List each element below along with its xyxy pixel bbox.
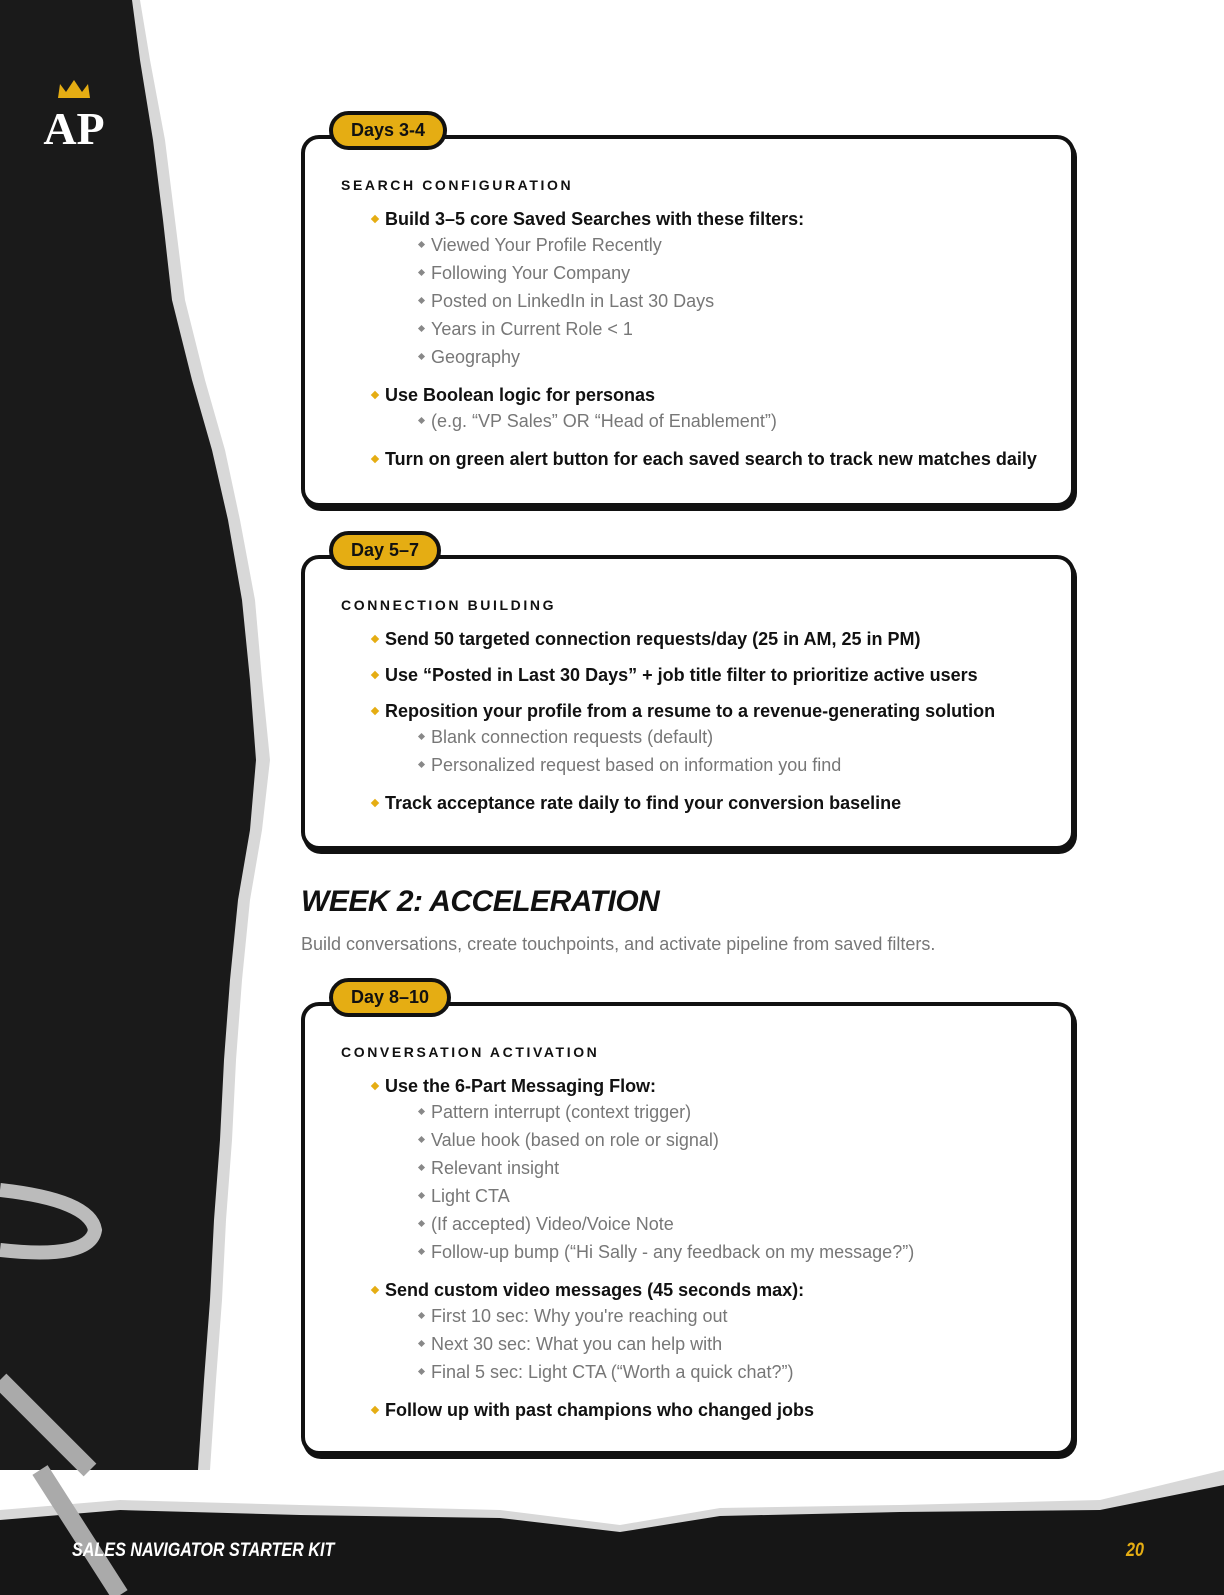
- sub-bullet-item: Geography: [341, 343, 1071, 371]
- sub-bullet-item: Follow-up bump (“Hi Sally - any feedback on my message?”): [341, 1238, 1071, 1266]
- day-pill: Day 5–7: [329, 531, 441, 570]
- sub-bullet-item: Pattern interrupt (context trigger): [341, 1098, 1071, 1126]
- sub-bullet-item: Years in Current Role < 1: [341, 315, 1071, 343]
- bullet-item: Use Boolean logic for personas: [341, 383, 1071, 407]
- sub-bullet-item: Relevant insight: [341, 1154, 1071, 1182]
- day-pill: Days 3-4: [329, 111, 447, 150]
- bullet-item: Send custom video messages (45 seconds max):: [341, 1278, 1071, 1302]
- section-title: CONNECTION BUILDING: [341, 597, 557, 613]
- sub-bullet-item: Light CTA: [341, 1182, 1071, 1210]
- sub-bullet-item: Blank connection requests (default): [341, 723, 1071, 751]
- day-pill: Day 8–10: [329, 978, 451, 1017]
- sub-bullet-item: Final 5 sec: Light CTA (“Worth a quick chat?”): [341, 1358, 1071, 1386]
- footer-title: SALES NAVIGATOR STARTER KIT: [72, 1540, 335, 1561]
- sub-bullet-item: Value hook (based on role or signal): [341, 1126, 1071, 1154]
- sub-bullet-item: Following Your Company: [341, 259, 1071, 287]
- bullet-item: Use the 6-Part Messaging Flow:: [341, 1074, 1071, 1098]
- bullet-item: Track acceptance rate daily to find your conversion baseline: [341, 791, 1071, 815]
- section-title: CONVERSATION ACTIVATION: [341, 1044, 600, 1060]
- sub-bullet-item: Personalized request based on information you find: [341, 751, 1071, 779]
- sub-bullet-item: Posted on LinkedIn in Last 30 Days: [341, 287, 1071, 315]
- timeline-card: [301, 120, 1075, 507]
- bullet-item: Reposition your profile from a resume to a revenue-generating solution: [341, 699, 1071, 723]
- amp-logo: [30, 78, 118, 153]
- sub-bullet-item: (If accepted) Video/Voice Note: [341, 1210, 1071, 1238]
- week-subtitle: Build conversations, create touchpoints, and activate pipeline from saved filters.: [301, 934, 936, 954]
- bullet-item: Use “Posted in Last 30 Days” + job title filter to prioritize active users: [341, 663, 1071, 687]
- bullet-item: Send 50 targeted connection requests/day (25 in AM, 25 in PM): [341, 627, 1071, 651]
- sub-bullet-item: Next 30 sec: What you can help with: [341, 1330, 1071, 1358]
- sub-bullet-item: Viewed Your Profile Recently: [341, 231, 1071, 259]
- week-heading: WEEK 2: ACCELERATION: [301, 885, 660, 918]
- timeline-card: [301, 540, 1075, 850]
- page-number: 20: [1126, 1540, 1144, 1561]
- section-title: SEARCH CONFIGURATION: [341, 177, 574, 193]
- bullet-item: Build 3–5 core Saved Searches with these filters:: [341, 207, 1071, 231]
- bullet-item: Follow up with past champions who changed jobs: [341, 1398, 1071, 1422]
- sub-bullet-item: First 10 sec: Why you're reaching out: [341, 1302, 1071, 1330]
- svg-text:AP: AP: [43, 103, 105, 153]
- bullet-item: Turn on green alert button for each saved search to track new matches daily: [341, 447, 1071, 471]
- timeline-card: [301, 987, 1075, 1455]
- sub-bullet-item: (e.g. “VP Sales” OR “Head of Enablement”): [341, 407, 1071, 435]
